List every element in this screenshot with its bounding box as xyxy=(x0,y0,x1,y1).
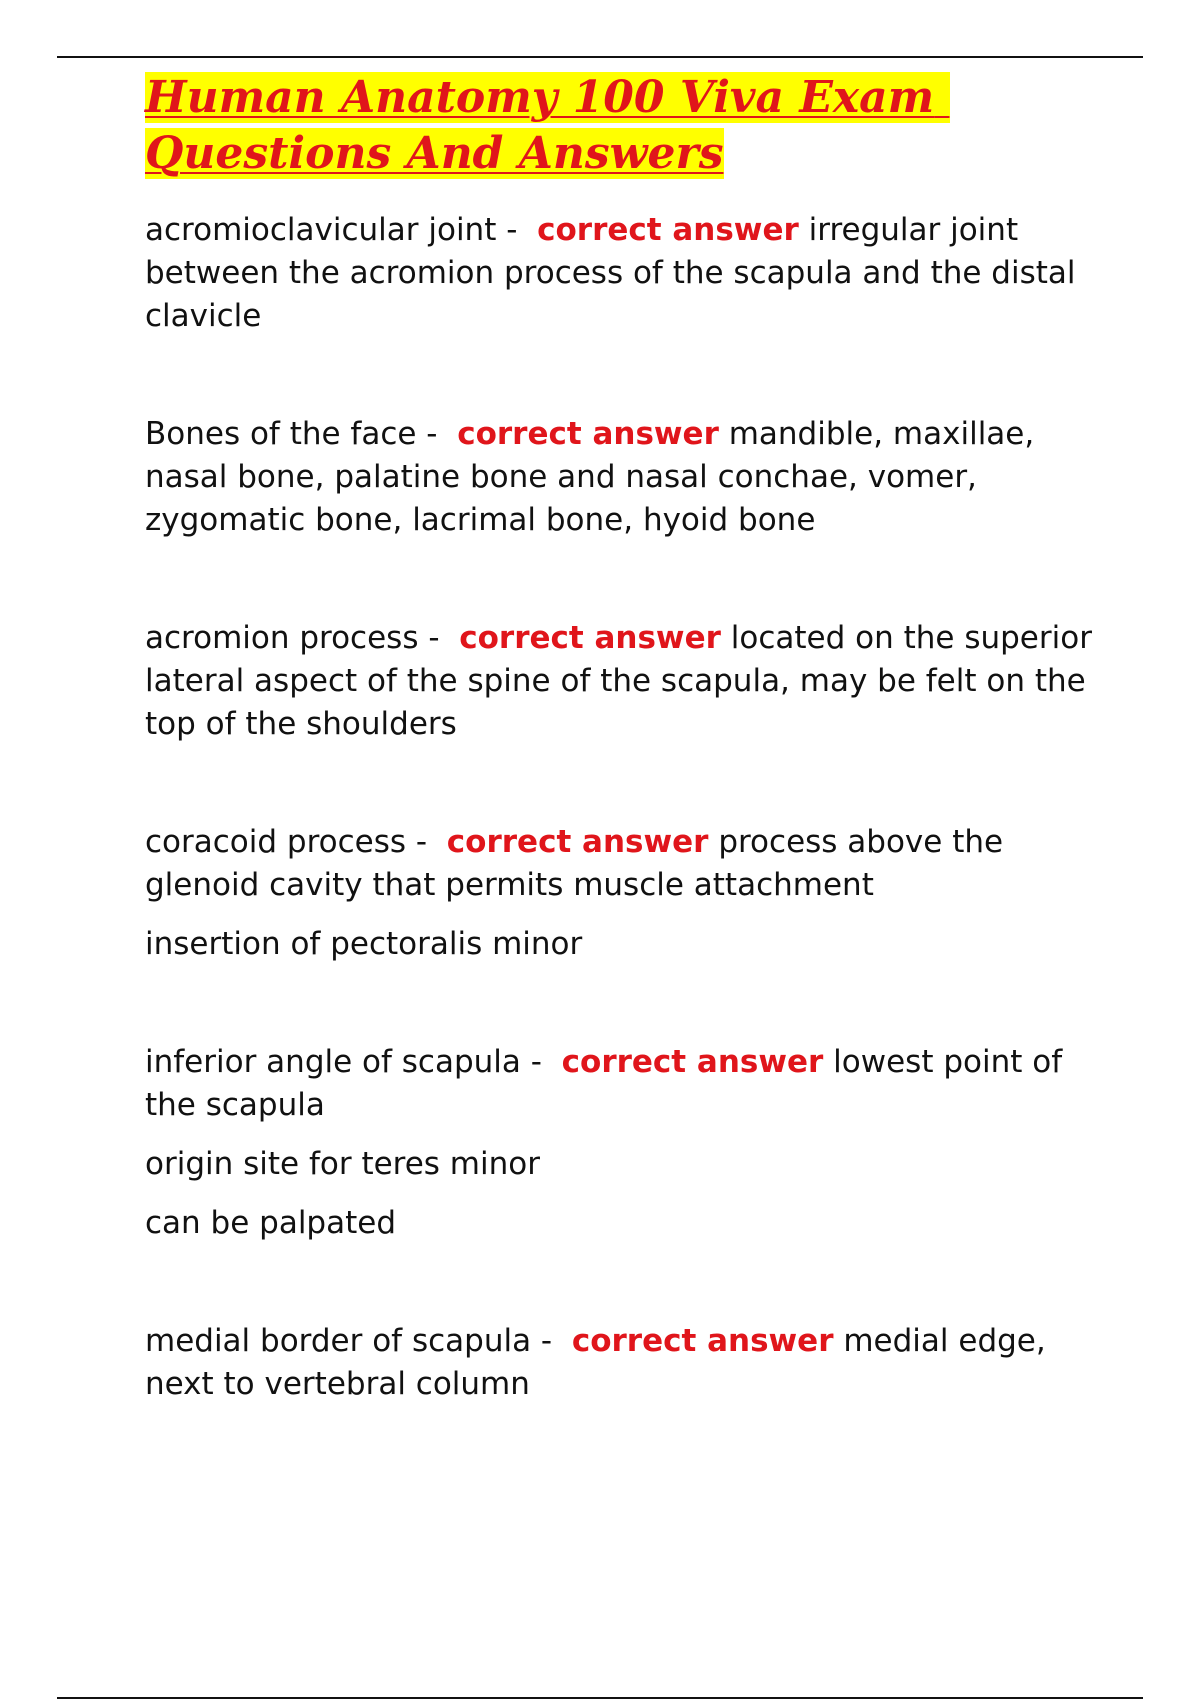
qa-answer: located on the superior lateral aspect of the spine of the scapula, may be felt on the top of the shoulders xyxy=(145,620,1092,742)
qa-entry xyxy=(145,617,1105,746)
qa-entry xyxy=(145,1320,1105,1406)
qa-entry xyxy=(145,821,1105,966)
answer-marker: correct answer xyxy=(459,620,721,656)
qa-answer: process above the glenoid cavity that permits muscle attachment xyxy=(145,824,1004,903)
qa-term: Bones of the face xyxy=(145,416,417,452)
qa-entry xyxy=(145,209,1105,338)
qa-note: origin site for teres minor xyxy=(145,1146,540,1182)
qa-line: medial border of scapula - correct answer medial edge, next to vertebral column xyxy=(145,1323,1046,1402)
qa-note: insertion of pectoralis minor xyxy=(145,926,583,962)
qa-term: medial border of scapula xyxy=(145,1323,532,1359)
qa-note: can be palpated xyxy=(145,1205,397,1241)
qa-line: inferior angle of scapula - correct answer lowest point of the scapula xyxy=(145,1044,1063,1123)
qa-entry xyxy=(145,413,1105,542)
answer-marker: correct answer xyxy=(537,212,799,248)
answer-marker: correct answer xyxy=(457,416,719,452)
qa-line: acromion process - correct answer located on the superior lateral aspect of the spine of the scapula, may be felt on the top of the shoulders xyxy=(145,620,1092,742)
qa-answer: lowest point of the scapula xyxy=(145,1044,1063,1123)
qa-line: coracoid process - correct answer process above the glenoid cavity that permits muscle attachment xyxy=(145,824,1004,903)
top-rule xyxy=(57,56,1143,58)
answer-marker: correct answer xyxy=(571,1323,834,1359)
qa-term: acromioclavicular joint xyxy=(145,212,497,248)
qa-term: acromion process xyxy=(145,620,419,656)
qa-line: acromioclavicular joint - correct answer irregular joint between the acromion process of the scapula and the distal clavicle xyxy=(145,212,1076,334)
answer-marker: correct answer xyxy=(446,824,709,860)
page-title-text: Human Anatomy 100 Viva Exam Questions And Answers xyxy=(145,72,950,179)
bottom-rule xyxy=(57,1697,1143,1699)
qa-term: coracoid process xyxy=(145,824,407,860)
page-title xyxy=(145,70,1045,182)
qa-list xyxy=(145,209,1105,1406)
qa-entry xyxy=(145,1041,1105,1245)
qa-answer: mandible, maxillae, nasal bone, palatine bone and nasal conchae, vomer, zygomatic bone, lacrimal bone, hyoid bone xyxy=(145,416,1035,538)
qa-line: Bones of the face - correct answer mandible, maxillae, nasal bone, palatine bone and nasal conchae, vomer, zygomatic bone, lacrimal bone, hyoid bone xyxy=(145,416,1035,538)
qa-answer: medial edge, next to vertebral column xyxy=(145,1323,1046,1402)
qa-term: inferior angle of scapula xyxy=(145,1044,521,1080)
answer-marker: correct answer xyxy=(561,1044,824,1080)
qa-answer: irregular joint between the acromion process of the scapula and the distal clavicle xyxy=(145,212,1076,334)
